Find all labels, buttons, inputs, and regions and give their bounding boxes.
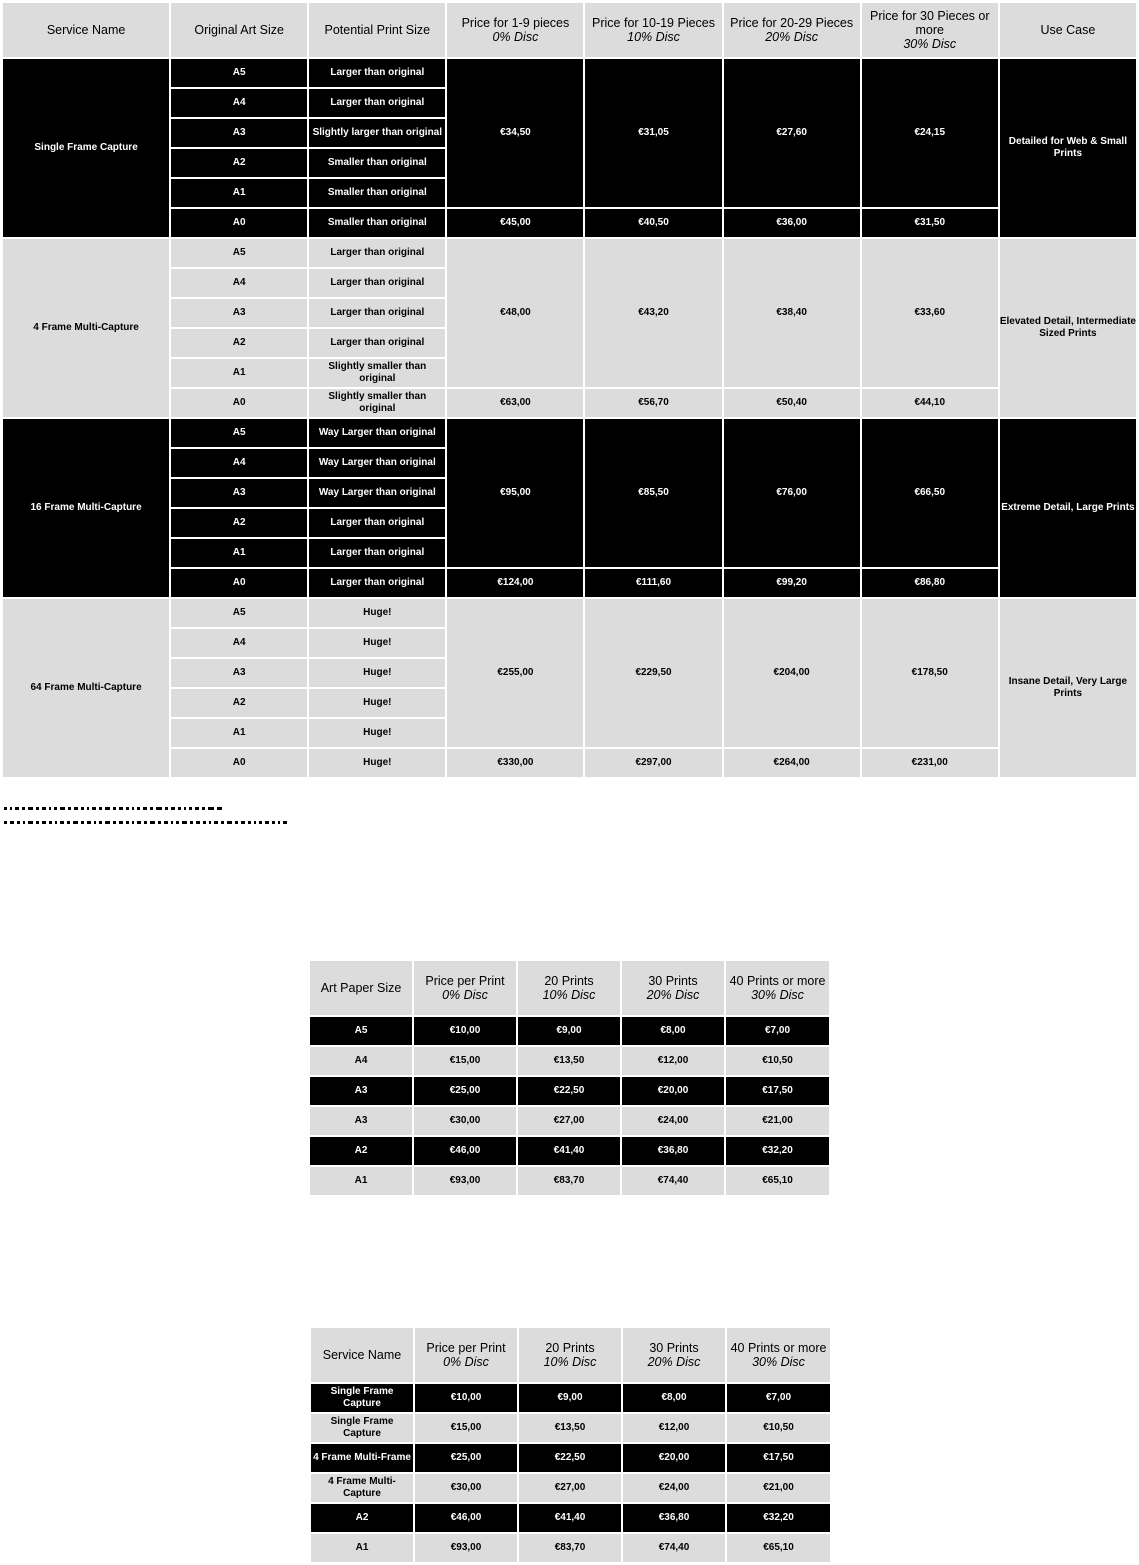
table-row <box>3 389 1136 417</box>
table-row <box>311 1414 830 1442</box>
price-cell-a0: €31,50 <box>862 209 998 237</box>
paper-price-cell: €8,00 <box>622 1017 724 1045</box>
header-price-10-19 <box>585 3 721 57</box>
table-row <box>310 1167 829 1195</box>
potential-print-size-cell: Huge! <box>309 629 445 657</box>
paper-price-cell: €83,70 <box>518 1167 620 1195</box>
service-label-cell: 4 Frame Multi-Frame <box>311 1444 413 1472</box>
service-price-cell: €74,40 <box>623 1534 725 1562</box>
paper-price-cell: €93,00 <box>414 1167 516 1195</box>
service-label-cell: 4 Frame Multi-Capture <box>311 1474 413 1502</box>
potential-print-size-cell: Larger than original <box>309 239 445 267</box>
paper-price-cell: €21,00 <box>726 1107 829 1135</box>
header-price-30 <box>862 3 998 57</box>
potential-print-size-cell: Huge! <box>309 719 445 747</box>
paper-price-cell: €32,20 <box>726 1137 829 1165</box>
paper-price-cell: €30,00 <box>414 1107 516 1135</box>
service-header-40-prints-disc: 30% Disc <box>752 1355 805 1369</box>
price-cell-a5-a1: €27,60 <box>724 59 860 207</box>
table-row <box>3 569 1136 597</box>
paper-header-size: Art Paper Size <box>310 961 412 1015</box>
header-potential-print-size: Potential Print Size <box>309 3 445 57</box>
paper-label-cell: A5 <box>310 1017 412 1045</box>
service-header-row <box>311 1328 830 1382</box>
paper-table-body <box>310 1017 829 1195</box>
table-row <box>311 1384 830 1412</box>
price-cell-a0: €297,00 <box>585 749 721 777</box>
paper-header-40-prints-label: 40 Prints or more <box>729 974 826 988</box>
service-header-20-prints-disc: 10% Disc <box>543 1355 597 1369</box>
price-cell-a0: €99,20 <box>724 569 860 597</box>
header-price-1-9 <box>447 3 583 57</box>
main-header-row <box>3 3 1136 57</box>
service-header-price-per-print-label: Price per Print <box>426 1341 506 1355</box>
header-price-30-label: Price for 30 Pieces or more <box>869 9 990 37</box>
header-price-20-29 <box>724 3 860 57</box>
service-price-cell: €21,00 <box>727 1474 830 1502</box>
service-price-cell: €30,00 <box>415 1474 517 1502</box>
paper-price-cell: €46,00 <box>414 1137 516 1165</box>
main-pricing-table <box>1 1 1138 779</box>
paper-price-cell: €9,00 <box>518 1017 620 1045</box>
potential-print-size-cell: Way Larger than original <box>309 479 445 507</box>
table-row <box>310 1017 829 1045</box>
service-label-cell: A2 <box>311 1504 413 1532</box>
table-row <box>310 1137 829 1165</box>
price-cell-a5-a1: €24,15 <box>862 59 998 207</box>
service-price-cell: €41,40 <box>519 1504 621 1532</box>
paper-label-cell: A3 <box>310 1077 412 1105</box>
service-price-cell: €22,50 <box>519 1444 621 1472</box>
original-art-size-cell: A0 <box>171 209 307 237</box>
service-price-cell: €36,80 <box>623 1504 725 1532</box>
potential-print-size-cell: Larger than original <box>309 269 445 297</box>
price-cell-a0: €44,10 <box>862 389 998 417</box>
header-price-1-9-disc: 0% Disc <box>492 30 539 44</box>
service-price-cell: €13,50 <box>519 1414 621 1442</box>
potential-print-size-cell: Way Larger than original <box>309 419 445 447</box>
paper-header-row <box>310 961 829 1015</box>
paper-label-cell: A1 <box>310 1167 412 1195</box>
potential-print-size-cell: Huge! <box>309 599 445 627</box>
table-row <box>310 1077 829 1105</box>
original-art-size-cell: A3 <box>171 119 307 147</box>
paper-price-cell: €17,50 <box>726 1077 829 1105</box>
table-row <box>310 1107 829 1135</box>
header-price-20-29-label: Price for 20-29 Pieces <box>730 16 854 30</box>
original-art-size-cell: A1 <box>171 179 307 207</box>
table-row <box>3 419 1136 447</box>
paper-price-cell: €22,50 <box>518 1077 620 1105</box>
header-service-name: Service Name <box>3 3 169 57</box>
price-cell-a0: €124,00 <box>447 569 583 597</box>
service-price-cell: €8,00 <box>623 1384 725 1412</box>
paper-price-cell: €41,40 <box>518 1137 620 1165</box>
price-cell-a5-a1: €229,50 <box>585 599 721 747</box>
service-name-cell: Single Frame Capture <box>3 59 169 237</box>
use-case-cell: Insane Detail, Very Large Prints <box>1000 599 1136 777</box>
potential-print-size-cell: Slightly smaller than original <box>309 359 445 387</box>
price-cell-a0: €231,00 <box>862 749 998 777</box>
price-cell-a5-a1: €38,40 <box>724 239 860 387</box>
paper-price-cell: €24,00 <box>622 1107 724 1135</box>
original-art-size-cell: A4 <box>171 89 307 117</box>
price-cell-a0: €330,00 <box>447 749 583 777</box>
potential-print-size-cell: Smaller than original <box>309 209 445 237</box>
table-row <box>3 239 1136 267</box>
price-cell-a0: €36,00 <box>724 209 860 237</box>
use-case-cell: Detailed for Web & Small Prints <box>1000 59 1136 237</box>
table-row <box>310 1047 829 1075</box>
service-price-cell: €17,50 <box>727 1444 830 1472</box>
potential-print-size-cell: Slightly smaller than original <box>309 389 445 417</box>
price-cell-a0: €45,00 <box>447 209 583 237</box>
redacted-text-line-1 <box>4 800 225 808</box>
service-price-cell: €32,20 <box>727 1504 830 1532</box>
original-art-size-cell: A5 <box>171 239 307 267</box>
original-art-size-cell: A5 <box>171 599 307 627</box>
price-cell-a0: €264,00 <box>724 749 860 777</box>
potential-print-size-cell: Larger than original <box>309 569 445 597</box>
service-price-cell: €10,50 <box>727 1414 830 1442</box>
paper-price-cell: €20,00 <box>622 1077 724 1105</box>
service-header-30-prints <box>623 1328 725 1382</box>
main-table-body <box>3 59 1136 777</box>
table-row <box>311 1474 830 1502</box>
art-paper-pricing-table <box>308 959 831 1197</box>
original-art-size-cell: A2 <box>171 329 307 357</box>
potential-print-size-cell: Larger than original <box>309 59 445 87</box>
original-art-size-cell: A2 <box>171 689 307 717</box>
paper-header-price-per-print-disc: 0% Disc <box>442 988 488 1002</box>
service-price-cell: €83,70 <box>519 1534 621 1562</box>
service-price-cell: €25,00 <box>415 1444 517 1472</box>
table-row <box>311 1444 830 1472</box>
table-row <box>311 1504 830 1532</box>
service-price-cell: €24,00 <box>623 1474 725 1502</box>
service-price-cell: €10,00 <box>415 1384 517 1412</box>
service-price-cell: €46,00 <box>415 1504 517 1532</box>
service-price-cell: €93,00 <box>415 1534 517 1562</box>
table-row <box>3 209 1136 237</box>
price-cell-a5-a1: €33,60 <box>862 239 998 387</box>
service-header-price-per-print-disc: 0% Disc <box>443 1355 489 1369</box>
paper-header-30-prints-disc: 20% Disc <box>646 988 700 1002</box>
paper-price-cell: €12,00 <box>622 1047 724 1075</box>
original-art-size-cell: A5 <box>171 419 307 447</box>
service-header-30-prints-disc: 20% Disc <box>647 1355 701 1369</box>
original-art-size-cell: A0 <box>171 569 307 597</box>
price-cell-a5-a1: €66,50 <box>862 419 998 567</box>
service-price-cell: €27,00 <box>519 1474 621 1502</box>
original-art-size-cell: A3 <box>171 479 307 507</box>
header-price-30-disc: 30% Disc <box>903 37 957 51</box>
price-cell-a0: €86,80 <box>862 569 998 597</box>
price-cell-a0: €40,50 <box>585 209 721 237</box>
service-label-cell: A1 <box>311 1534 413 1562</box>
service-table-body <box>311 1384 830 1562</box>
potential-print-size-cell: Huge! <box>309 659 445 687</box>
original-art-size-cell: A3 <box>171 299 307 327</box>
paper-label-cell: A2 <box>310 1137 412 1165</box>
service-price-cell: €15,00 <box>415 1414 517 1442</box>
paper-price-cell: €25,00 <box>414 1077 516 1105</box>
price-cell-a5-a1: €178,50 <box>862 599 998 747</box>
price-cell-a5-a1: €85,50 <box>585 419 721 567</box>
original-art-size-cell: A4 <box>171 449 307 477</box>
paper-price-cell: €7,00 <box>726 1017 829 1045</box>
service-price-cell: €20,00 <box>623 1444 725 1472</box>
paper-label-cell: A4 <box>310 1047 412 1075</box>
paper-price-cell: €10,00 <box>414 1017 516 1045</box>
paper-header-40-prints-disc: 30% Disc <box>751 988 804 1002</box>
original-art-size-cell: A5 <box>171 59 307 87</box>
service-price-cell: €9,00 <box>519 1384 621 1412</box>
table-row <box>3 749 1136 777</box>
service-header-40-prints <box>727 1328 830 1382</box>
potential-print-size-cell: Smaller than original <box>309 179 445 207</box>
service-pricing-table <box>309 1326 832 1564</box>
original-art-size-cell: A1 <box>171 719 307 747</box>
service-header-20-prints <box>519 1328 621 1382</box>
table-row <box>3 59 1136 87</box>
price-cell-a5-a1: €95,00 <box>447 419 583 567</box>
service-label-cell: Single Frame Capture <box>311 1384 413 1412</box>
paper-price-cell: €65,10 <box>726 1167 829 1195</box>
service-price-cell: €12,00 <box>623 1414 725 1442</box>
potential-print-size-cell: Larger than original <box>309 299 445 327</box>
service-name-cell: 64 Frame Multi-Capture <box>3 599 169 777</box>
original-art-size-cell: A2 <box>171 149 307 177</box>
paper-price-cell: €10,50 <box>726 1047 829 1075</box>
service-name-cell: 4 Frame Multi-Capture <box>3 239 169 417</box>
price-cell-a5-a1: €76,00 <box>724 419 860 567</box>
original-art-size-cell: A4 <box>171 269 307 297</box>
potential-print-size-cell: Huge! <box>309 689 445 717</box>
original-art-size-cell: A2 <box>171 509 307 537</box>
paper-header-30-prints <box>622 961 724 1015</box>
price-cell-a0: €50,40 <box>724 389 860 417</box>
original-art-size-cell: A1 <box>171 539 307 567</box>
potential-print-size-cell: Way Larger than original <box>309 449 445 477</box>
paper-header-20-prints <box>518 961 620 1015</box>
service-header-40-prints-label: 40 Prints or more <box>730 1341 827 1355</box>
header-use-case: Use Case <box>1000 3 1136 57</box>
original-art-size-cell: A0 <box>171 749 307 777</box>
price-cell-a5-a1: €34,50 <box>447 59 583 207</box>
potential-print-size-cell: Huge! <box>309 749 445 777</box>
header-price-10-19-disc: 10% Disc <box>627 30 680 44</box>
paper-price-cell: €13,50 <box>518 1047 620 1075</box>
paper-label-cell: A3 <box>310 1107 412 1135</box>
price-cell-a5-a1: €204,00 <box>724 599 860 747</box>
paper-header-20-prints-disc: 10% Disc <box>542 988 596 1002</box>
service-header-30-prints-label: 30 Prints <box>649 1341 699 1355</box>
use-case-cell: Extreme Detail, Large Prints <box>1000 419 1136 597</box>
price-cell-a0: €56,70 <box>585 389 721 417</box>
service-name-cell: 16 Frame Multi-Capture <box>3 419 169 597</box>
header-price-10-19-label: Price for 10-19 Pieces <box>592 16 716 30</box>
paper-header-40-prints <box>726 961 829 1015</box>
header-price-1-9-label: Price for 1-9 pieces <box>461 16 570 30</box>
price-cell-a5-a1: €43,20 <box>585 239 721 387</box>
potential-print-size-cell: Larger than original <box>309 329 445 357</box>
use-case-cell: Elevated Detail, Intermediate Sized Prints <box>1000 239 1136 417</box>
redacted-text-line-2 <box>4 814 290 822</box>
service-header-price-per-print <box>415 1328 517 1382</box>
potential-print-size-cell: Larger than original <box>309 539 445 567</box>
paper-header-20-prints-label: 20 Prints <box>544 974 594 988</box>
potential-print-size-cell: Smaller than original <box>309 149 445 177</box>
paper-price-cell: €15,00 <box>414 1047 516 1075</box>
price-cell-a0: €63,00 <box>447 389 583 417</box>
header-original-art-size: Original Art Size <box>171 3 307 57</box>
header-price-20-29-disc: 20% Disc <box>765 30 819 44</box>
paper-price-cell: €36,80 <box>622 1137 724 1165</box>
table-row <box>311 1534 830 1562</box>
original-art-size-cell: A3 <box>171 659 307 687</box>
potential-print-size-cell: Larger than original <box>309 509 445 537</box>
price-cell-a5-a1: €255,00 <box>447 599 583 747</box>
original-art-size-cell: A1 <box>171 359 307 387</box>
price-cell-a5-a1: €48,00 <box>447 239 583 387</box>
service-price-cell: €65,10 <box>727 1534 830 1562</box>
original-art-size-cell: A0 <box>171 389 307 417</box>
service-label-cell: Single Frame Capture <box>311 1414 413 1442</box>
table-row <box>3 599 1136 627</box>
price-cell-a0: €111,60 <box>585 569 721 597</box>
paper-header-30-prints-label: 30 Prints <box>648 974 698 988</box>
paper-price-cell: €27,00 <box>518 1107 620 1135</box>
price-cell-a5-a1: €31,05 <box>585 59 721 207</box>
paper-header-price-per-print-label: Price per Print <box>425 974 505 988</box>
paper-price-cell: €74,40 <box>622 1167 724 1195</box>
potential-print-size-cell: Larger than original <box>309 89 445 117</box>
original-art-size-cell: A4 <box>171 629 307 657</box>
service-header-name: Service Name <box>311 1328 413 1382</box>
potential-print-size-cell: Slightly larger than original <box>309 119 445 147</box>
service-price-cell: €7,00 <box>727 1384 830 1412</box>
paper-header-price-per-print <box>414 961 516 1015</box>
service-header-20-prints-label: 20 Prints <box>545 1341 595 1355</box>
